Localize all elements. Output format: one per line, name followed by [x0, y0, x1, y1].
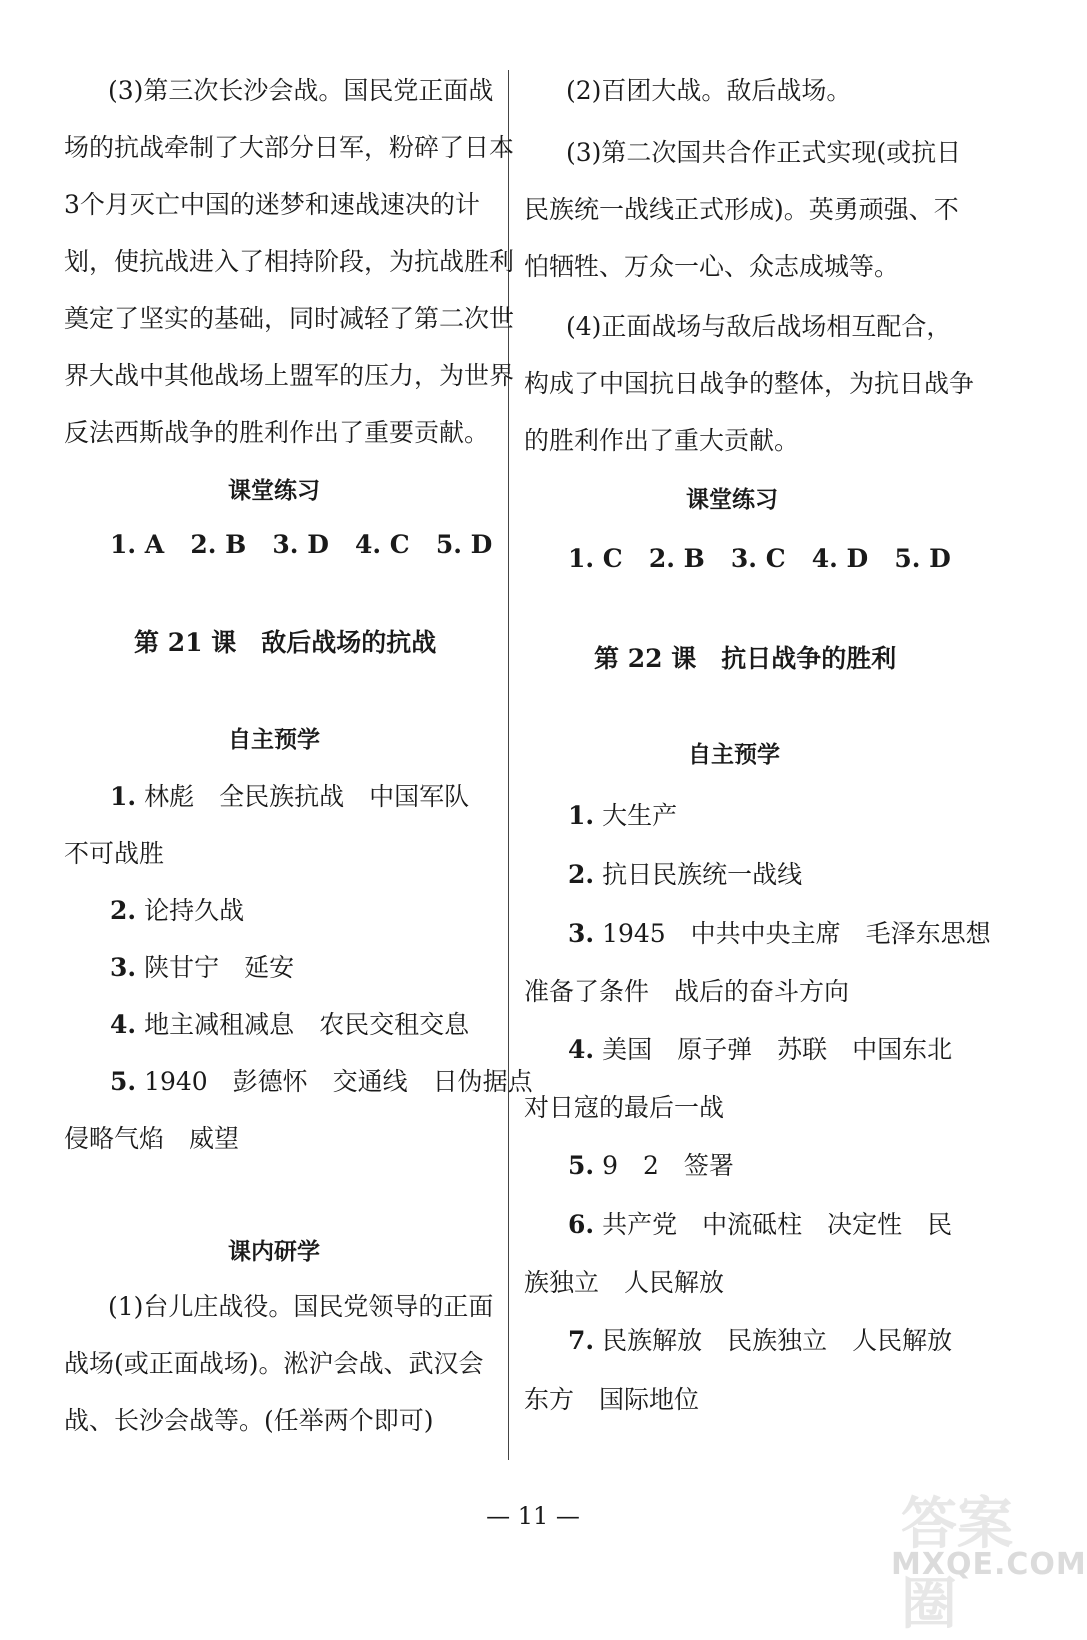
item-text: 不可战胜: [64, 839, 165, 868]
item-text: 大生产: [602, 801, 678, 830]
left-para3-line: 场的抗战牵制了大部分日军，粉碎了日本: [64, 133, 515, 162]
item-text: 共产党 中流砥柱 决定性 民: [602, 1210, 953, 1239]
section-heading-study: 课内研学: [228, 1238, 320, 1265]
right-para-line: 的胜利作出了重大贡献。: [524, 426, 800, 455]
answer: 4. C: [355, 530, 410, 559]
item-number: 4.: [568, 1035, 595, 1064]
preview-item: [110, 896, 244, 926]
practice-answers: [568, 544, 951, 574]
right-para-line: 构成了中国抗日战争的整体，为抗日战争: [524, 369, 975, 398]
item-text: 侵略气焰 威望: [64, 1124, 240, 1153]
preview-item: [568, 1326, 952, 1356]
answer: 5. D: [894, 544, 951, 573]
preview-item: [524, 1385, 699, 1415]
page-number: — 11 —: [486, 1502, 580, 1530]
item-text: 论持久战: [144, 896, 245, 925]
answer: 2. B: [190, 530, 247, 559]
item-text: 陕甘宁 延安: [144, 953, 295, 982]
item-text: 东方 国际地位: [524, 1385, 700, 1414]
answer: 5. D: [435, 530, 493, 559]
preview-item: [568, 919, 991, 949]
left-para3-line: (3)第三次长沙会战。国民党正面战: [108, 76, 494, 105]
preview-item: [110, 953, 294, 983]
item-text: 1940 彭德怀 交通线 日伪据点: [144, 1067, 533, 1096]
item-text: 对日寇的最后一战: [524, 1093, 725, 1122]
answer: 3. C: [730, 544, 786, 573]
answer: 1. A: [110, 530, 165, 559]
item-text: 地主减租减息 农民交租交息: [144, 1010, 470, 1039]
left-para3-line: 界大战中其他战场上盟军的压力，为世界: [64, 361, 515, 390]
left-para3-line: 奠定了坚实的基础，同时减轻了第二次世: [64, 304, 515, 333]
practice-answers: [110, 530, 492, 560]
watermark-logo: [861, 1480, 1087, 1637]
preview-item: [110, 1010, 469, 1040]
item-text: 9 2 签署: [602, 1151, 734, 1180]
left-para3-line: 3个月灭亡中国的迷梦和速战速决的计: [64, 190, 480, 219]
right-para-line: 怕牺牲、万众一心、众志成城等。: [524, 252, 900, 281]
preview-item: [110, 782, 469, 812]
item-number: 4.: [110, 1010, 137, 1039]
item-number: 2.: [568, 860, 595, 889]
preview-item: [568, 860, 802, 890]
preview-item: [110, 1067, 533, 1097]
item-text: 抗日民族统一战线: [602, 860, 803, 889]
preview-item: [64, 839, 164, 869]
right-para-line: (4)正面战场与敌后战场相互配合，: [566, 312, 952, 341]
right-para-line: 民族统一战线正式形成)。英勇顽强、不: [524, 195, 959, 224]
left-para3-line: 划，使抗战进入了相持阶段，为抗战胜利: [64, 247, 515, 276]
item-number: 3.: [110, 953, 137, 982]
preview-item: [524, 1268, 724, 1298]
watermark-mark: 答案圈: [901, 1492, 1013, 1637]
preview-item: [568, 1035, 952, 1065]
item-number: 6.: [568, 1210, 595, 1239]
item-text: 林彪 全民族抗战 中国军队: [144, 782, 470, 811]
column-divider: [508, 70, 509, 1460]
study-line: (1)台儿庄战役。国民党领导的正面: [108, 1292, 494, 1321]
preview-item: [524, 1093, 724, 1123]
section-heading-preview: 自主预学: [228, 726, 320, 753]
left-para3-line: 反法西斯战争的胜利作出了重要贡献。: [64, 418, 490, 447]
item-text: 美国 原子弹 苏联 中国东北: [602, 1035, 953, 1064]
preview-item: [568, 1210, 952, 1240]
watermark-url: MXQE.COM: [891, 1547, 1087, 1582]
item-number: 3.: [568, 919, 595, 948]
answer: 4. D: [811, 544, 869, 573]
answer: 1. C: [568, 544, 623, 573]
item-number: 5.: [568, 1151, 595, 1180]
study-line: 战场(或正面战场)。淞沪会战、武汉会: [64, 1349, 484, 1378]
right-para-line: (3)第二次国共合作正式实现(或抗日: [566, 138, 962, 167]
preview-item: [568, 801, 677, 831]
answer: 3. D: [272, 530, 329, 559]
preview-item: [64, 1124, 239, 1154]
item-number: 1.: [110, 782, 137, 811]
preview-item: [524, 977, 849, 1007]
item-text: 准备了条件 战后的奋斗方向: [524, 977, 850, 1006]
answer: 2. B: [648, 544, 705, 573]
lesson-title: 第 21 课 敌后战场的抗战: [134, 628, 437, 657]
item-number: 1.: [568, 801, 595, 830]
lesson-title: 第 22 课 抗日战争的胜利: [594, 644, 897, 673]
item-number: 7.: [568, 1326, 595, 1355]
section-heading-preview: 自主预学: [688, 741, 780, 768]
item-text: 族独立 人民解放: [524, 1268, 725, 1297]
item-text: 1945 中共中央主席 毛泽东思想: [602, 919, 991, 948]
preview-item: [568, 1151, 734, 1181]
section-heading-practice: 课堂练习: [686, 486, 778, 513]
item-number: 5.: [110, 1067, 137, 1096]
study-line: 战、长沙会战等。(任举两个即可): [64, 1406, 434, 1435]
section-heading-practice: 课堂练习: [228, 477, 320, 504]
item-text: 民族解放 民族独立 人民解放: [602, 1326, 953, 1355]
item-number: 2.: [110, 896, 137, 925]
right-para-line: (2)百团大战。敌后战场。: [566, 76, 852, 105]
